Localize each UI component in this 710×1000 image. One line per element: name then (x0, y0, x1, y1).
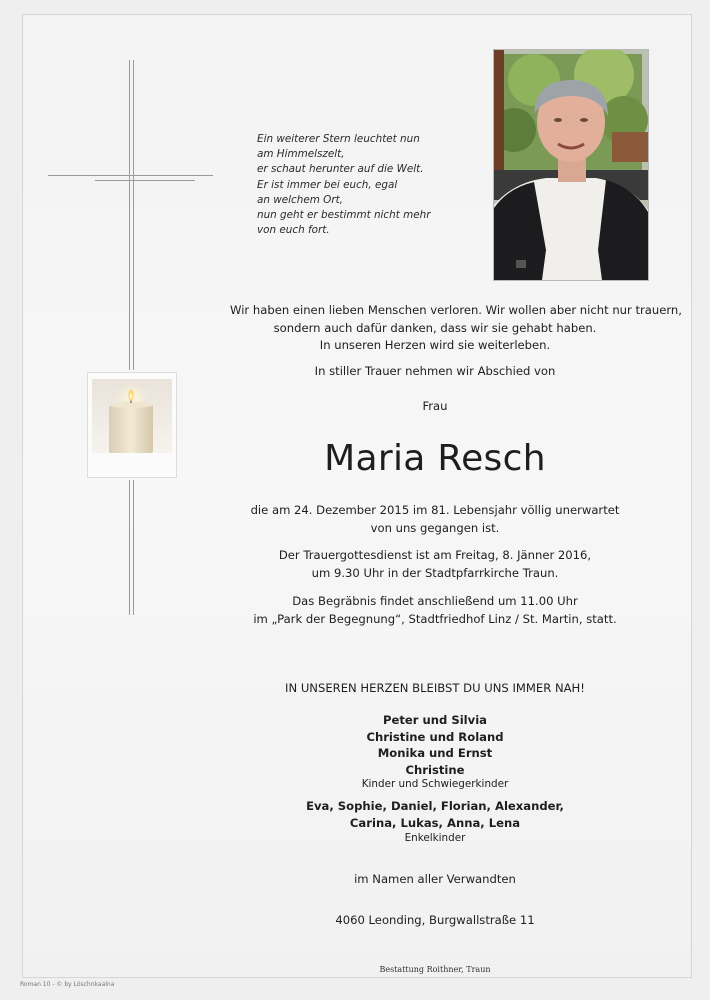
poem-line: von euch fort. (257, 224, 330, 237)
salutation: Frau (422, 399, 448, 413)
death-notice (230, 502, 640, 537)
service-line: Der Trauergottesdienst ist am Freitag, 8. Jänner 2016, (278, 548, 592, 562)
burial-notice (230, 593, 640, 628)
burial-line: Das Begräbnis findet anschließend um 11.00 Uhr (292, 594, 578, 608)
list-item: Carina, Lukas, Anna, Lena (349, 815, 521, 830)
list-item: Monika und Ernst (377, 746, 493, 760)
poem-line: er schaut herunter auf die Welt. (257, 163, 424, 176)
list-item: Christine und Roland (366, 729, 504, 744)
portrait-photo (493, 49, 649, 281)
intro-line: In unseren Herzen wird sie weiterleben. (319, 338, 551, 352)
poem (257, 132, 477, 238)
children-list (230, 712, 640, 778)
poem-line: nun geht er bestimmt nicht mehr (257, 209, 431, 222)
intro-line: sondern auch dafür danken, dass wir sie gehabt haben. (273, 320, 597, 335)
death-line: von uns gegangen ist. (370, 520, 500, 535)
service-line: um 9.30 Uhr in der Stadtpfarrkirche Traun. (311, 565, 559, 580)
template-note: Roman 10 - © by Löschnkaalna (20, 981, 115, 988)
candle-icon (88, 373, 176, 477)
motto: IN UNSEREN HERZEN BLEIBST DU UNS IMMER NAH! (285, 681, 585, 695)
grandchildren-list (230, 798, 640, 831)
address: 4060 Leonding, Burgwallstraße 11 (335, 913, 535, 927)
candle-picture (87, 372, 177, 478)
poem-line: an welchem Ort, (257, 193, 343, 206)
farewell-line: In stiller Trauer nehmen wir Abschied von (314, 364, 556, 378)
poem-line: am Himmelszelt, (257, 148, 345, 161)
relatives-line: im Namen aller Verwandten (354, 872, 516, 886)
burial-line: im „Park der Begegnung“, Stadtfriedhof Linz / St. Martin, statt. (253, 611, 617, 626)
intro-text (230, 302, 682, 355)
list-item: Eva, Sophie, Daniel, Florian, Alexander, (306, 799, 564, 813)
deceased-name: Maria Resch (324, 438, 546, 479)
poem-line: Er ist immer bei euch, egal (257, 178, 398, 191)
service-notice (230, 547, 640, 582)
intro-line: Wir haben einen lieben Menschen verloren. Wir wollen aber nicht nur trauern, (230, 303, 682, 317)
poem-line: Ein weiterer Stern leuchtet nun (257, 133, 420, 145)
list-item: Peter und Silvia (382, 713, 487, 727)
death-line: die am 24. Dezember 2015 im 81. Lebensjahr völlig unerwartet (250, 503, 620, 517)
list-item: Christine (405, 762, 465, 777)
grandchildren-label: Enkelkinder (404, 832, 466, 844)
children-label: Kinder und Schwiegerkinder (361, 778, 509, 790)
undertaker-credit: Bestattung Roithner, Traun (379, 965, 491, 974)
